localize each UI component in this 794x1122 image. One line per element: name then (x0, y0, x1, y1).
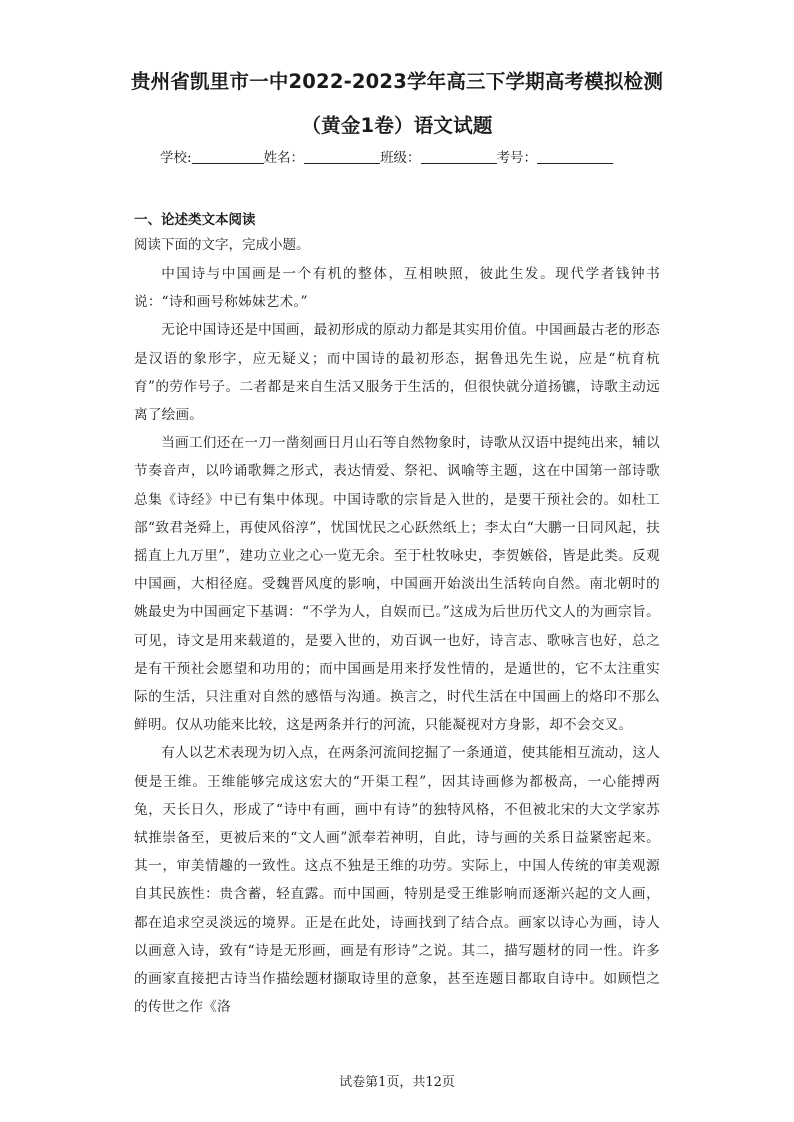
section-heading: 一、论述类文本阅读 (134, 212, 256, 228)
exam-number-blank (537, 149, 613, 164)
name-label: 姓名： (263, 150, 305, 166)
passage-paragraph-1: 中国诗与中国画是一个有机的整体，互相映照，彼此生发。现代学者钱钟书说：“诗和画号称姊妹艺术。” (134, 266, 660, 311)
exam-title-line-1: 贵州省凯里市一中2022-2023学年高三下学期高考模拟检测 (130, 70, 664, 93)
page-number-footer: 试卷第1页，共12页 (339, 1075, 455, 1090)
student-info-row (160, 146, 613, 166)
exam-number-label: 考号： (496, 150, 538, 166)
school-label: 学校: (160, 150, 192, 166)
exam-title-line-2: （黄金1卷）语文试题 (301, 114, 493, 137)
reading-passage (134, 260, 660, 1021)
passage-paragraph-4: 有人以艺术表现为切入点，在两条河流间挖掘了一条通道，使其能相互流动，这人便是王维。王维能够完成这宏大的“开渠工程”，因其诗画修为都极高，一心能搏两兔，天长日久，形成了“诗中有画，画中有诗”的独特风格，不但被北宋的大文学家苏轼推崇备至，更被后来的“文人画”派奉若神明，自此，诗与画的关系日益紧密起来。其一，审美情趣的一致性。这点不独是王维的功劳。实际上，中国人传统的审美观源自其民族性：贵含蓄，轻直露。而中国画，特别是受王维影响而逐渐兴起的文人画，都在追求空灵淡远的境界。正是在此处，诗画找到了结合点。画家以诗心为画，诗人以画意入诗，致有“诗是无形画，画是有形诗”之说。其二，描写题材的同一性。许多的画家直接把古诗当作描绘题材撷取诗里的意象，甚至连题目都取自诗中。如顾恺之的传世之作《洛 (134, 745, 660, 1016)
class-blank (421, 149, 497, 164)
name-blank (304, 149, 380, 164)
passage-paragraph-3: 当画工们还在一刀一凿刻画日月山石等自然物象时，诗歌从汉语中提纯出来，辅以节奏音声，以吟诵歌舞之形式，表达情爱、祭祀、讽喻等主题，这在中国第一部诗歌总集《诗经》中已有集中体现。中国诗歌的宗旨是入世的，是要干预社会的。如杜工部“致君尧舜上，再使风俗淳”，忧国忧民之心跃然纸上；李太白“大鹏一日同风起，扶摇直上九万里”，建功立业之心一览无余。至于杜牧咏史，李贺嫉俗，皆是此类。反观中国画，大相径庭。受魏晋风度的影响，中国画开始淡出生活转向自然。南北朝时的姚最史为中国画定下基调：“不学为人，自娱而已。”这成为后世历代文人的为画宗旨。可见，诗文是用来载道的，是要入世的，劝百讽一也好，诗言志、歌咏言也好，总之是有干预社会愿望和功用的；而中国画是用来抒发性情的，是遁世的，它不太注重实际的生活，只注重对自然的感悟与沟通。换言之，时代生活在中国画上的烙印不那么鲜明。仅从功能来比较，这是两条并行的河流，只能凝视对方身影，却不会交叉。 (134, 435, 660, 734)
passage-paragraph-2: 无论中国诗还是中国画，最初形成的原动力都是其实用价值。中国画最古老的形态是汉语的象形字，应无疑义；而中国诗的最初形态，据鲁迅先生说，应是“杭育杭育”的劳作号子。二者都是来自生活又服务于生活的，但很快就分道扬镳，诗歌主动远离了绘画。 (134, 322, 660, 424)
section-instruction: 阅读下面的文字，完成小题。 (134, 237, 310, 253)
class-label: 班级： (380, 150, 421, 166)
school-blank (192, 149, 264, 164)
